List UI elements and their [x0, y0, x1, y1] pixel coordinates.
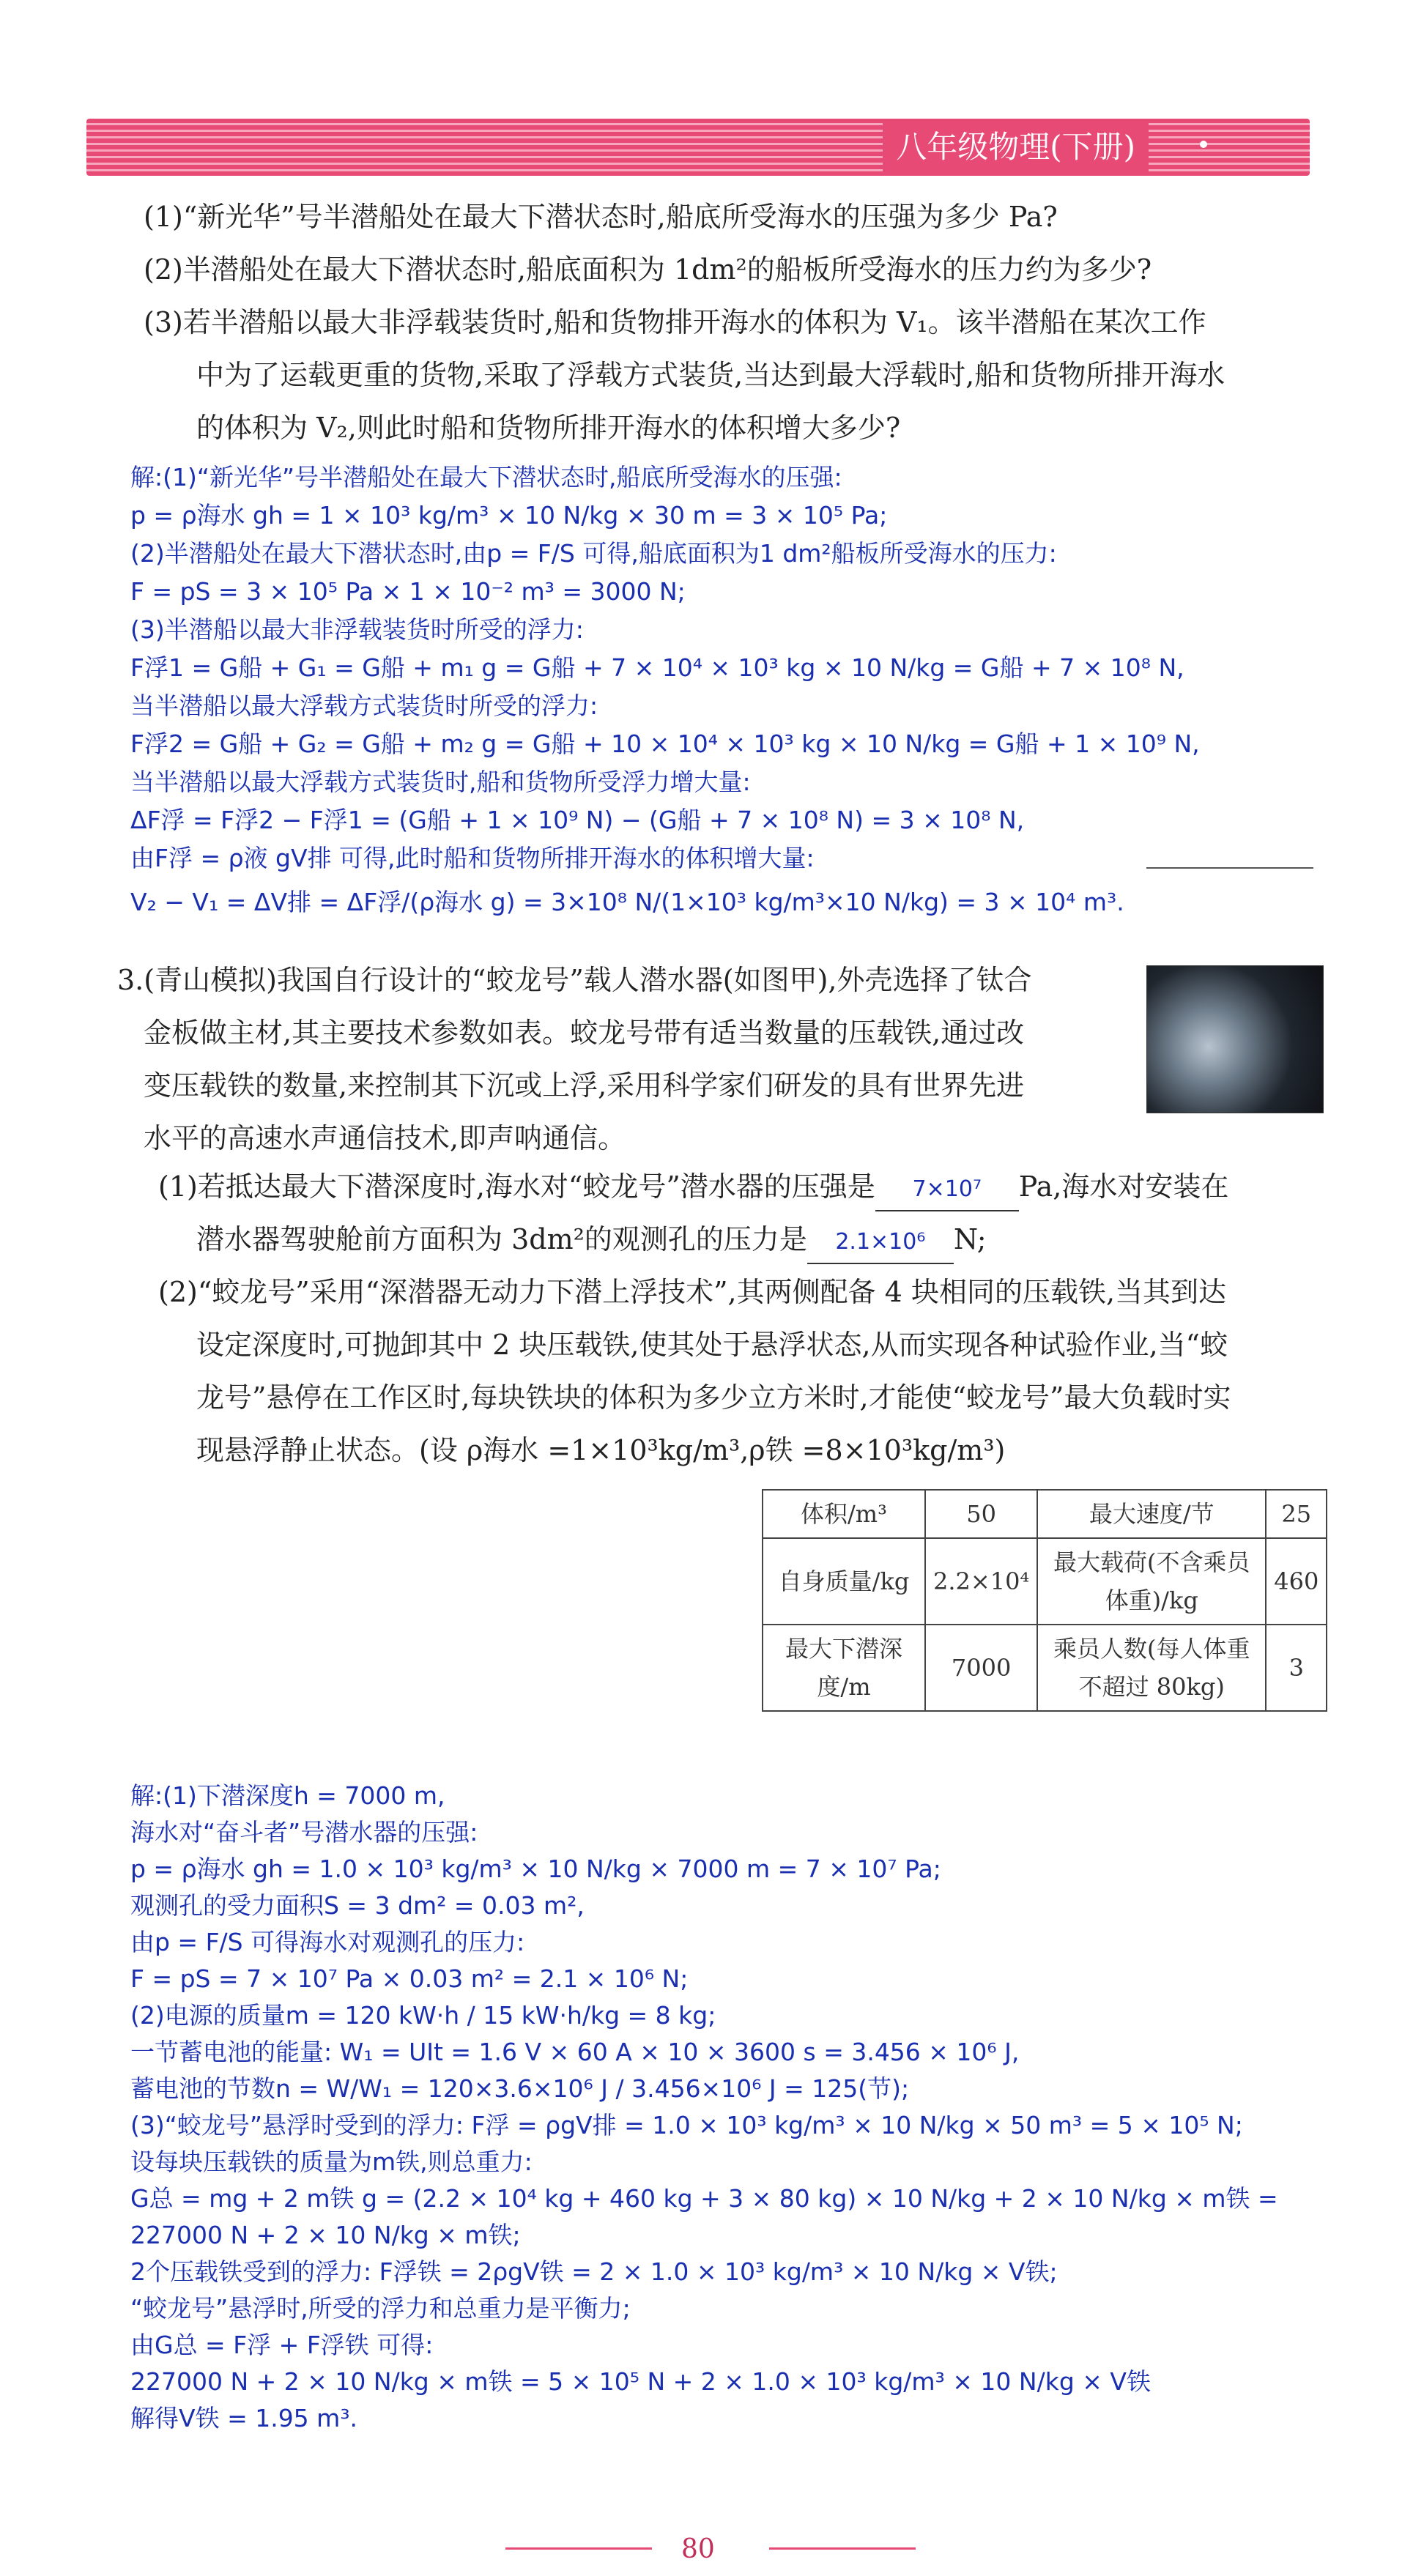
table-cell: 乘员人数(每人体重不超过 80kg) [1037, 1625, 1266, 1711]
q3-part2-line4: 现悬浮静止状态。(设 ρ海水 =1×10³kg/m³,ρ铁 =8×10³kg/m³) [196, 1434, 1006, 1466]
q3-solution-line: 一节蓄电池的能量: W₁ = UIt = 1.6 V × 60 A × 10 × 3600 s = 3.456 × 10⁶ J, [130, 2038, 1020, 2066]
divider [1146, 867, 1313, 869]
q3-solution-line: 227000 N + 2 × 10 N/kg × m铁 = 5 × 10⁵ N + 2 × 1.0 × 10³ kg/m³ × 10 N/kg × V铁 [130, 2367, 1151, 2396]
q2-solution-line: (3)半潜船以最大非浮载装货时所受的浮力: [130, 615, 584, 644]
q3-part1-text-b: Pa,海水对安装在 [1018, 1170, 1229, 1203]
q3-solution-line: p = ρ海水 gh = 1.0 × 10³ kg/m³ × 10 N/kg × 7000 m = 7 × 10⁷ Pa; [130, 1855, 941, 1883]
q2-part3-line3: 的体积为 V₂,则此时船和货物所排开海水的体积增大多少? [196, 412, 901, 444]
q3-part1-text-a: (1)若抵达最大下潜深度时,海水对“蛟龙号”潜水器的压强是 [158, 1170, 875, 1203]
q3-intro-line4: 水平的高速水声通信技术,即声呐通信。 [144, 1122, 626, 1154]
q3-solution-line: 由G总 = F浮 + F浮铁 可得: [130, 2331, 434, 2359]
table-cell: 460 [1266, 1538, 1327, 1625]
q3-solution-line: 2个压载铁受到的浮力: F浮铁 = 2ρgV铁 = 2 × 1.0 × 10³ kg/m³ × 10 N/kg × V铁; [130, 2257, 1058, 2286]
spec-table [762, 1489, 1327, 1712]
table-row [763, 1538, 1327, 1625]
table-cell: 7000 [925, 1625, 1037, 1711]
q2-solution-line: F浮2 = G船 + G₂ = G船 + m₂ g = G船 + 10 × 10⁴ × 10³ kg × 10 N/kg = G船 + 1 × 10⁹ N, [130, 730, 1200, 758]
q2-part3-line2: 中为了运载更重的货物,采取了浮载方式装货,当达到最大浮载时,船和货物所排开海水 [196, 359, 1225, 391]
answer-fill-2: 2.1×10⁶ [835, 1229, 926, 1255]
q3-solution-line: G总 = mg + 2 m铁 g = (2.2 × 10⁴ kg + 460 kg + 3 × 80 kg) × 10 N/kg + 2 × 10 N/kg × m铁 = [130, 2184, 1278, 2213]
q3-solution-line: (3)“蛟龙号”悬浮时受到的浮力: F浮 = ρgV排 = 1.0 × 10³ kg/m³ × 10 N/kg × 50 m³ = 5 × 10⁵ N; [130, 2111, 1243, 2139]
q3-solution-line: F = pS = 7 × 10⁷ Pa × 0.03 m² = 2.1 × 10⁶ N; [130, 1964, 689, 1993]
table-cell: 最大速度/节 [1037, 1490, 1266, 1538]
q3-part1-line1 [158, 1166, 1228, 1211]
table-cell: 50 [925, 1490, 1037, 1538]
table-cell: 最大载荷(不含乘员体重)/kg [1037, 1538, 1266, 1625]
q2-part3-line1: (3)若半潜船以最大非浮载装货时,船和货物排开海水的体积为 V₁。该半潜船在某次工作 [144, 306, 1206, 338]
table-cell: 自身质量/kg [763, 1538, 925, 1625]
q2-solution-line: (2)半潜船处在最大下潜状态时,由p = F/S 可得,船底面积为1 dm²船板所受海水的压力: [130, 539, 1057, 568]
table-cell: 25 [1266, 1490, 1327, 1538]
footer-rule-left [505, 2547, 652, 2550]
q3-part1-text-c: 潜水器驾驶舱前方面积为 3dm²的观测孔的压力是 [196, 1223, 807, 1255]
q3-solution-line: 解得V铁 = 1.95 m³. [130, 2404, 358, 2432]
answer-blank-2 [807, 1219, 954, 1264]
q2-solution-line: V₂ − V₁ = ΔV排 = ΔF浮/(ρ海水 g) = 3×10⁸ N/(1×10³ kg/m³×10 N/kg) = 3 × 10⁴ m³. [130, 888, 1124, 916]
q2-solution-line: F浮1 = G船 + G₁ = G船 + m₁ g = G船 + 7 × 10⁴ × 10³ kg × 10 N/kg = G船 + 7 × 10⁸ N, [130, 653, 1184, 682]
table-cell: 3 [1266, 1625, 1327, 1711]
book-title: 八年级物理(下册) [883, 123, 1149, 171]
answer-fill-1: 7×10⁷ [912, 1176, 982, 1202]
q3-solution-line: 解:(1)下潜深度h = 7000 m, [130, 1781, 445, 1810]
q3-solution-line: 蓄电池的节数n = W/W₁ = 120×3.6×10⁶ J / 3.456×10⁶ J = 125(节); [130, 2074, 910, 2103]
q2-part2: (2)半潜船处在最大下潜状态时,船底面积为 1dm²的船板所受海水的压力约为多少? [144, 253, 1152, 286]
q3-part2-line1: (2)“蛟龙号”采用“深潜器无动力下潜上浮技术”,其两侧配备 4 块相同的压载铁,当其到达 [158, 1276, 1227, 1308]
table-row [763, 1625, 1327, 1711]
q3-intro-line1: 3.(青山模拟)我国自行设计的“蛟龙号”载人潜水器(如图甲),外壳选择了钛合 [117, 964, 1032, 996]
table-row [763, 1490, 1327, 1538]
q2-solution-line: p = ρ海水 gh = 1 × 10³ kg/m³ × 10 N/kg × 30 m = 3 × 10⁵ Pa; [130, 501, 888, 530]
q3-solution-line: 由p = F/S 可得海水对观测孔的压力: [130, 1928, 525, 1956]
submersible-photo [1146, 965, 1324, 1113]
q3-solution-line: 227000 N + 2 × 10 N/kg × m铁; [130, 2221, 521, 2249]
table-cell: 最大下潜深度/m [763, 1625, 925, 1711]
q3-part2-line3: 龙号”悬停在工作区时,每块铁块的体积为多少立方米时,才能使“蛟龙号”最大负载时实 [196, 1381, 1231, 1414]
table-cell: 2.2×10⁴ [925, 1538, 1037, 1625]
q2-part1: (1)“新光华”号半潜船处在最大下潜状态时,船底所受海水的压强为多少 Pa? [144, 201, 1058, 233]
q3-part1-text-d: N; [953, 1223, 987, 1255]
header-band [86, 119, 1310, 176]
q2-solution-line: ΔF浮 = F浮2 − F浮1 = (G船 + 1 × 10⁹ N) − (G船 + 7 × 10⁸ N) = 3 × 10⁸ N, [130, 806, 1025, 834]
q2-solution-line: 由F浮 = ρ液 gV排 可得,此时船和货物所排开海水的体积增大量: [130, 844, 815, 872]
q2-solution-line: 当半潜船以最大浮载方式装货时所受的浮力: [130, 691, 598, 720]
q3-intro-line2: 金板做主材,其主要技术参数如表。蛟龙号带有适当数量的压载铁,通过改 [144, 1017, 1025, 1049]
q3-solution-line: 观测孔的受力面积S = 3 dm² = 0.03 m², [130, 1891, 585, 1920]
q3-intro-line3: 变压载铁的数量,来控制其下沉或上浮,采用科学家们研发的具有世界先进 [144, 1069, 1025, 1102]
page-number: 80 [681, 2534, 715, 2564]
q3-solution-line: 设每块压载铁的质量为m铁,则总重力: [130, 2148, 533, 2176]
q2-solution-line: 解:(1)“新光华”号半潜船处在最大下潜状态时,船底所受海水的压强: [130, 463, 842, 491]
q3-part1-line2 [196, 1219, 987, 1264]
answer-blank-1 [875, 1166, 1019, 1211]
q3-solution-line: 海水对“奋斗者”号潜水器的压强: [130, 1818, 478, 1846]
header-dot-icon [1200, 141, 1207, 148]
table-cell: 体积/m³ [763, 1490, 925, 1538]
q3-part2-line2: 设定深度时,可抛卸其中 2 块压载铁,使其处于悬浮状态,从而实现各种试验作业,当“蛟 [196, 1329, 1228, 1361]
footer-rule-right [769, 2547, 916, 2550]
q3-solution-line: (2)电源的质量m = 120 kW·h / 15 kW·h/kg = 8 kg; [130, 2001, 716, 2030]
q2-solution-line: 当半潜船以最大浮载方式装货时,船和货物所受浮力增大量: [130, 768, 751, 796]
q2-solution-line: F = pS = 3 × 10⁵ Pa × 1 × 10⁻² m³ = 3000 N; [130, 577, 686, 606]
q3-solution-line: “蛟龙号”悬浮时,所受的浮力和总重力是平衡力; [130, 2294, 631, 2323]
